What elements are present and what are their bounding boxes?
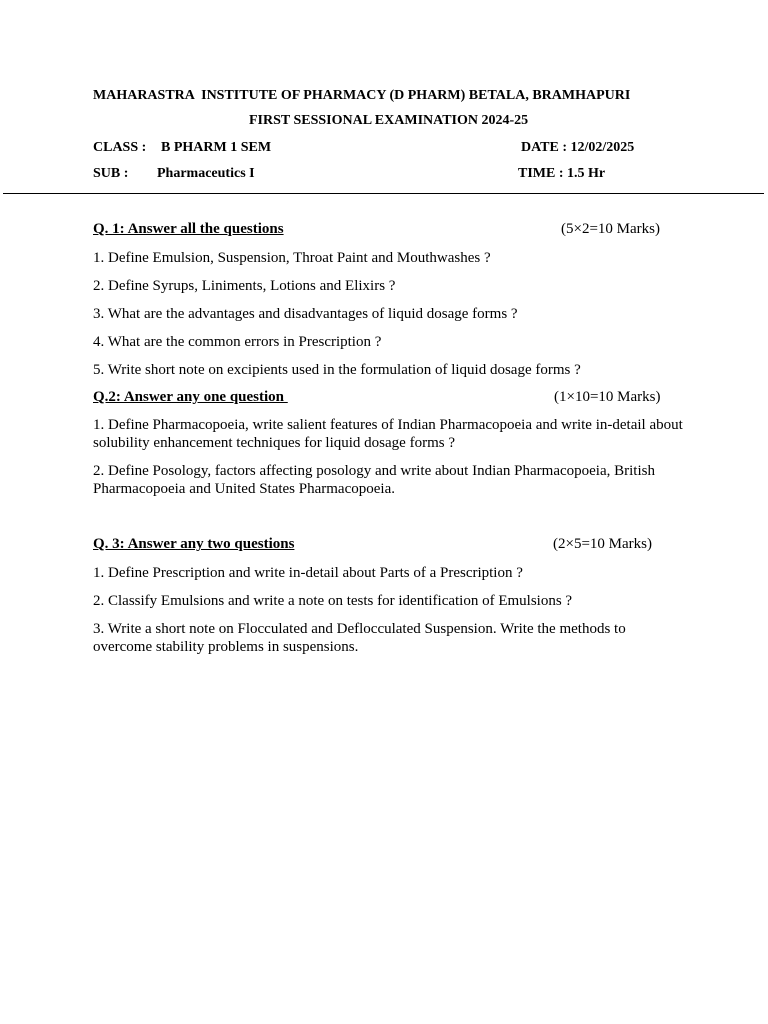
- question-3-item: 3. Write a short note on Flocculated and Deflocculated Suspension. Write the methods to overcome stability problems in suspensions.: [93, 621, 626, 655]
- question-2-marks: (1×10=10 Marks): [554, 389, 661, 405]
- question-1-item: 5. Write short note on excipients used in the formulation of liquid dosage forms ?: [93, 362, 581, 378]
- question-1-item: 2. Define Syrups, Liniments, Lotions and Elixirs ?: [93, 278, 396, 294]
- question-3-item: 2. Classify Emulsions and write a note on tests for identification of Emulsions ?: [93, 593, 573, 609]
- exam-title: FIRST SESSIONAL EXAMINATION 2024-25: [249, 113, 529, 128]
- question-2-item: 2. Define Posology, factors affecting posology and write about Indian Pharmacopoeia, British Pharmacopoeia and United States Pharmacopoeia.: [93, 463, 655, 497]
- subject-value: Pharmaceutics I: [157, 166, 255, 181]
- question-1-marks: (5×2=10 Marks): [561, 221, 660, 237]
- question-2-item: 1. Define Pharmacopoeia, write salient features of Indian Pharmacopoeia and write in-detail about solubility enhancement techniques for liquid dosage forms ?: [93, 417, 683, 451]
- exam-time: TIME : 1.5 Hr: [518, 166, 606, 181]
- question-1-item: 1. Define Emulsion, Suspension, Throat Paint and Mouthwashes ?: [93, 250, 491, 266]
- exam-date: DATE : 12/02/2025: [521, 140, 635, 155]
- subject-row: [93, 166, 255, 182]
- question-1-item: 3. What are the advantages and disadvantages of liquid dosage forms ?: [93, 306, 518, 322]
- question-3-heading: Q. 3: Answer any two questions: [93, 536, 295, 552]
- subject-label: SUB :: [93, 166, 129, 181]
- institute-name: MAHARASTRA INSTITUTE OF PHARMACY (D PHARM) BETALA, BRAMHAPURI: [93, 88, 631, 103]
- question-3-marks: (2×5=10 Marks): [553, 536, 652, 552]
- class-value: B PHARM 1 SEM: [161, 140, 272, 155]
- question-2-heading: Q.2: Answer any one question: [93, 389, 288, 405]
- class-row: [93, 140, 271, 156]
- question-3-item: 1. Define Prescription and write in-detail about Parts of a Prescription ?: [93, 565, 523, 581]
- question-1-heading: Q. 1: Answer all the questions: [93, 221, 284, 237]
- question-1-item: 4. What are the common errors in Prescription ?: [93, 334, 382, 350]
- header-divider: [3, 193, 764, 194]
- class-label: CLASS :: [93, 140, 147, 155]
